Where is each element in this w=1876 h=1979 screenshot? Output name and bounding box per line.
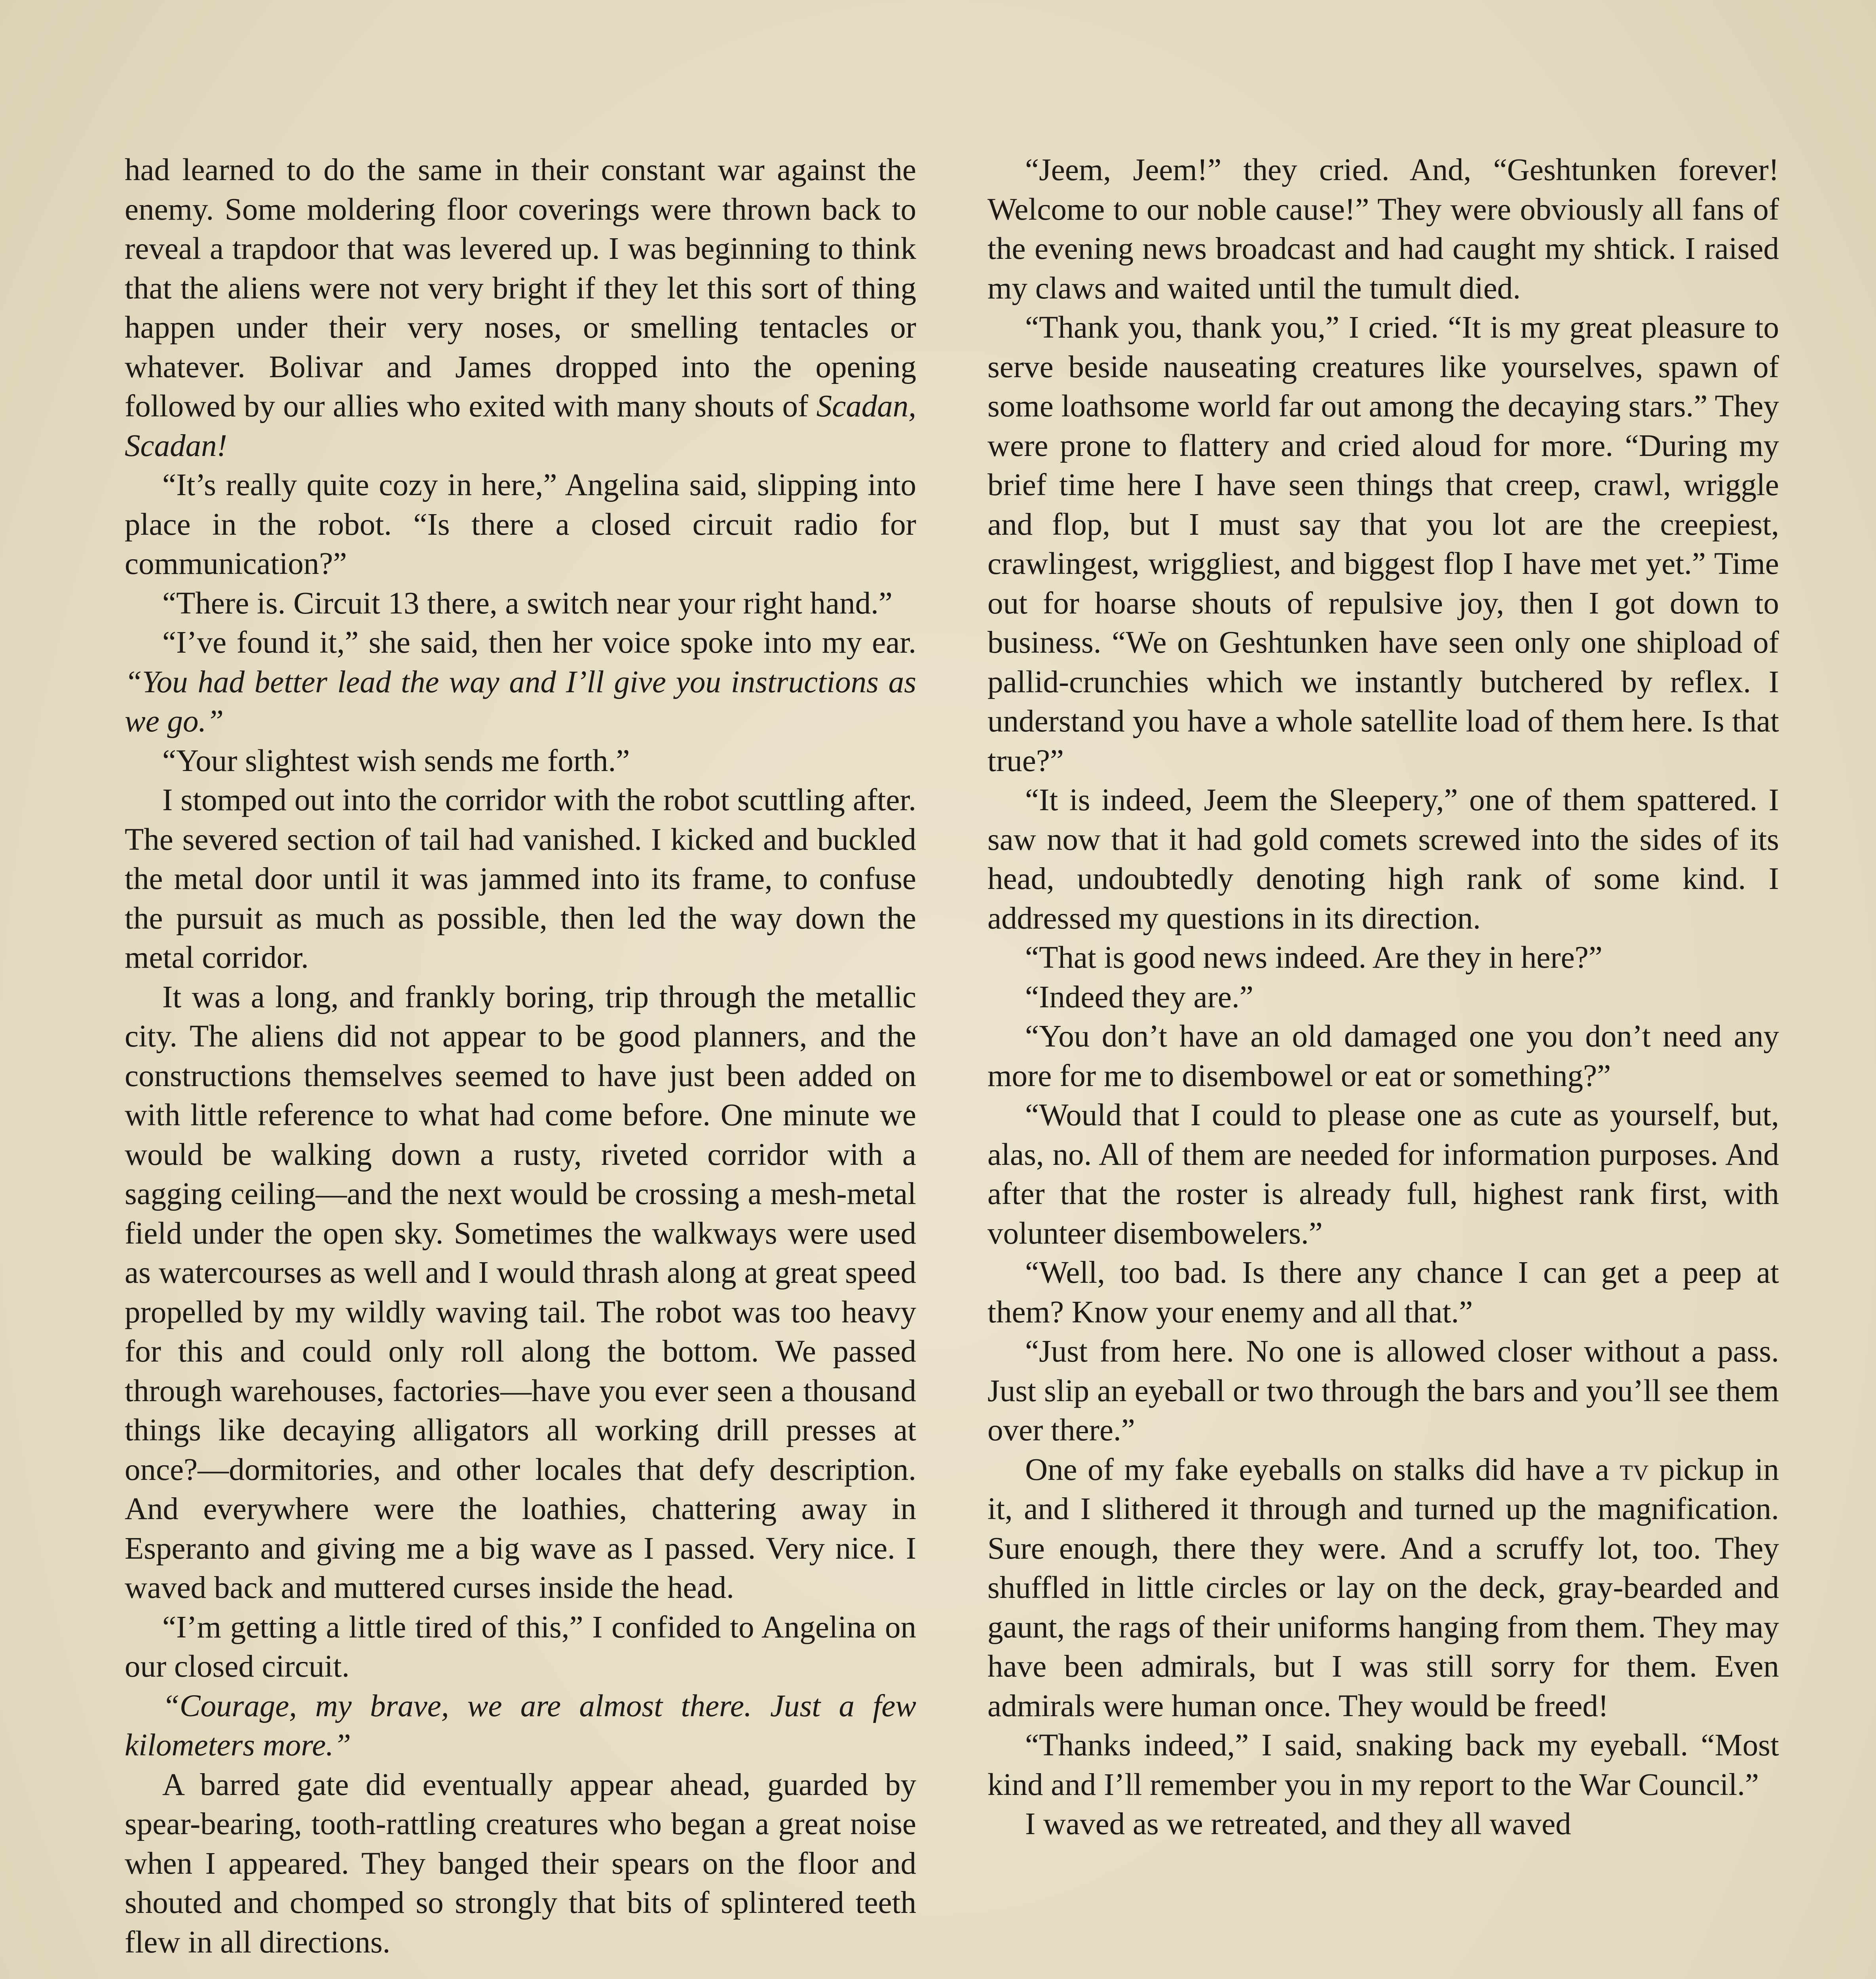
paragraph bbox=[125, 1687, 916, 1765]
paragraph bbox=[987, 1804, 1779, 1844]
paragraph bbox=[125, 781, 916, 978]
italic-text: “Courage, my brave, we are almost there. Just a few kilometers more.” bbox=[125, 1688, 916, 1762]
paragraph-text: A barred gate did eventually appear ahead, guarded by spear-bearing, tooth-rattling creatures who began a great noise when I appeared. They banged their spears on the floor and shouted and chomped so strongly that bits of splintered teeth flew in all directions. bbox=[125, 1767, 916, 1960]
paragraph bbox=[125, 1608, 916, 1687]
small-caps-word: tv bbox=[1620, 1452, 1649, 1487]
paragraph-text: “Indeed they are.” bbox=[1025, 980, 1253, 1014]
right-text-column bbox=[987, 150, 1779, 1844]
paragraph-text: “Jeem, Jeem!” they cried. And, “Geshtunken forever! Welcome to our noble cause!” They were obviously all fans of the evening news broadcast and had caught my shtick. I raised my claws and waited until the tumult died. bbox=[987, 153, 1779, 306]
paragraph bbox=[987, 1332, 1779, 1450]
paragraph-text: “Your slightest wish sends me forth.” bbox=[162, 743, 630, 778]
paragraph bbox=[987, 1096, 1779, 1253]
paragraph-text: It was a long, and frankly boring, trip through the metallic city. The aliens did not appear to be good planners, and the constructions themselves seemed to have just been added on with little reference to what had come before. One minute we would be walking down a rusty, riveted corridor with a sagging ceiling—and the next would be crossing a mesh-metal field under the open sky. Sometimes the walkways were used as watercourses as well and I would thrash along at great speed propelled by my wildly waving tail. The robot was too heavy for this and could only roll along the bottom. We passed through warehouses, factories—have you ever seen a thousand things like decaying alligators all working drill presses at once?—dormitories, and other locales that defy description. And everywhere were the loathies, chattering away in Esperanto and giving me a big wave as I passed. Very nice. I waved back and muttered curses inside the head. bbox=[125, 980, 916, 1605]
paragraph-text: “Just from here. No one is allowed closer without a pass. Just slip an eyeball or two through the bars and you’ll see them over there.” bbox=[987, 1334, 1779, 1447]
paragraph bbox=[987, 938, 1779, 978]
paragraph bbox=[125, 623, 916, 741]
paragraph bbox=[125, 150, 916, 465]
paragraph bbox=[125, 465, 916, 584]
paragraph-text: “It’s really quite cozy in here,” Angelina said, slipping into place in the robot. “Is there a closed circuit radio for communication?” bbox=[125, 468, 916, 581]
paragraph bbox=[987, 1726, 1779, 1804]
left-text-column bbox=[125, 150, 916, 1962]
paragraph-text: “There is. Circuit 13 there, a switch near your right hand.” bbox=[162, 586, 892, 621]
italic-text: “You had better lead the way and I’ll give you instructions as we go.” bbox=[125, 665, 916, 739]
paragraph-text: “Thanks indeed,” I said, snaking back my eyeball. “Most kind and I’ll remember you in my report to the War Council.” bbox=[987, 1728, 1779, 1802]
paragraph bbox=[125, 1765, 916, 1962]
paragraph-text: “I’m getting a little tired of this,” I confided to Angelina on our closed circuit. bbox=[125, 1610, 916, 1684]
paragraph bbox=[125, 584, 916, 623]
paragraph-text: “I’ve found it,” she said, then her voice spoke into my ear. bbox=[162, 625, 916, 660]
paragraph bbox=[987, 978, 1779, 1017]
paragraph bbox=[987, 150, 1779, 308]
paragraph bbox=[125, 978, 916, 1608]
paragraph-text: I waved as we retreated, and they all waved bbox=[1025, 1807, 1571, 1841]
paragraph-text: “Would that I could to please one as cute as yourself, but, alas, no. All of them are needed for information purposes. And after that the roster is already full, highest rank first, with volunteer disembowelers.” bbox=[987, 1098, 1779, 1251]
paragraph-text: had learned to do the same in their constant war against the enemy. Some moldering floor coverings were thrown back to reveal a trapdoor that was levered up. I was beginning to think that the aliens were not very bright if they let this sort of thing happen under their very noses, or smelling tentacles or whatever. Bolivar and James dropped into the opening followed by our allies who exited with many shouts of bbox=[125, 153, 916, 424]
paragraph-text: “You don’t have an old damaged one you don’t need any more for me to disembowel or eat or something?” bbox=[987, 1019, 1779, 1093]
paragraph bbox=[987, 1017, 1779, 1096]
paragraph-text: One of my fake eyeballs on stalks did have a bbox=[1025, 1452, 1620, 1487]
paragraph-text: “Thank you, thank you,” I cried. “It is my great pleasure to serve beside nauseating creatures like yourselves, spawn of some loathsome world far out among the decaying stars.” They were prone to flattery and cried aloud for more. “During my brief time here I have seen things that creep, crawl, wriggle and flop, but I must say that you lot are the creepiest, crawlingest, wriggliest, and biggest flop I have met yet.” Time out for hoarse shouts of repulsive joy, then I got down to business. “We on Geshtunken have seen only one shipload of pallid-crunchies which we instantly butchered by reflex. I understand you have a whole satellite load of them here. Is that true?” bbox=[987, 310, 1779, 778]
paragraph bbox=[125, 741, 916, 781]
paragraph-text: I stomped out into the corridor with the robot scuttling after. The severed section of tail had vanished. I kicked and buckled the metal door until it was jammed into its frame, to confuse the pursuit as much as possible, then led the way down the metal corridor. bbox=[125, 783, 916, 975]
paragraph-text: pickup in it, and I slithered it through and turned up the magnification. Sure enough, there they were. And a scruffy lot, too. They shuffled in little circles or lay on the deck, gray-bearded and gaunt, the rags of their uniforms hanging from them. They may have been admirals, but I was still sorry for them. Even admirals were human once. They would be freed! bbox=[987, 1452, 1779, 1723]
paragraph-text: “That is good news indeed. Are they in here?” bbox=[1025, 940, 1603, 975]
paragraph-text: “It is indeed, Jeem the Sleepery,” one of them spattered. I saw now that it had gold comets screwed into the sides of its head, undoubtedly denoting high rank of some kind. I addressed my questions in its direction. bbox=[987, 783, 1779, 936]
paragraph bbox=[987, 1450, 1779, 1726]
paragraph bbox=[987, 308, 1779, 781]
paragraph bbox=[987, 1253, 1779, 1332]
paragraph-text: “Well, too bad. Is there any chance I can get a peep at them? Know your enemy and all that.” bbox=[987, 1255, 1779, 1329]
italic-text: Scadan, Scadan! bbox=[125, 389, 916, 463]
paragraph bbox=[987, 781, 1779, 938]
